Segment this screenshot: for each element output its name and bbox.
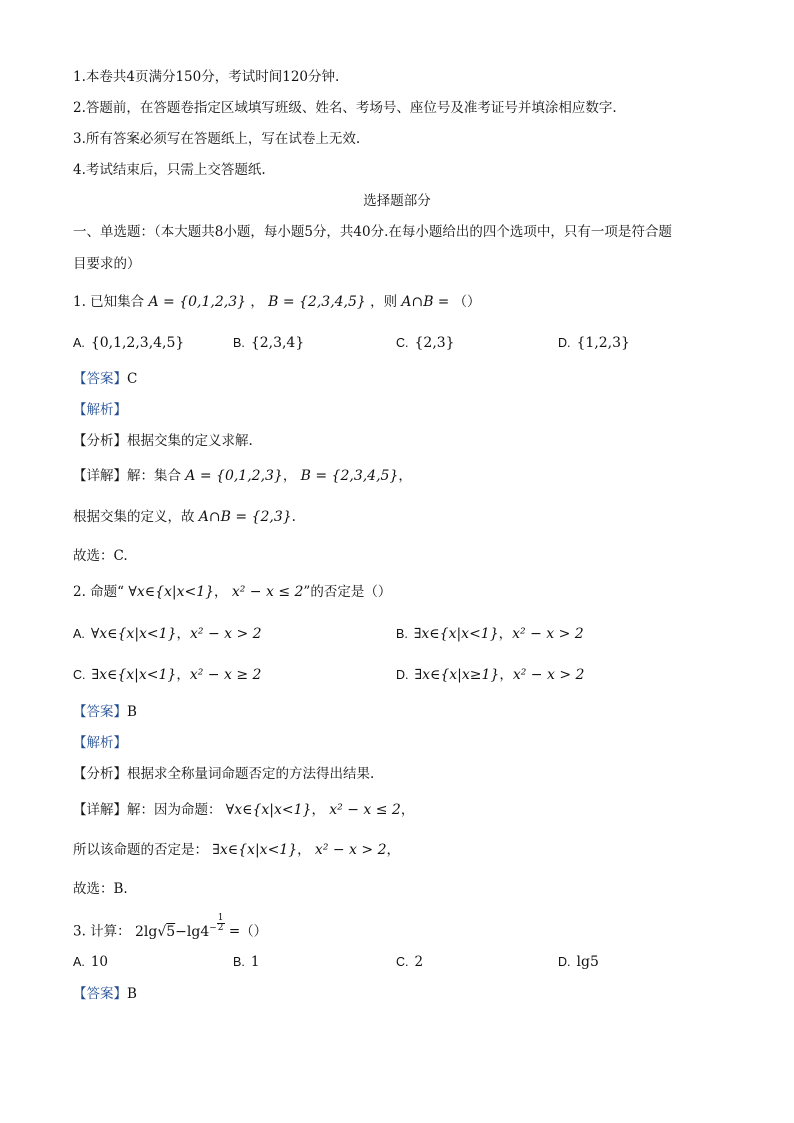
q2-stem-math1: ∀x∈{x|x<1} [128,584,215,600]
q1-fenxi-tag: 【分析】 [73,433,127,449]
q2-option-a-m1: ∀x∈{x|x<1} [90,626,177,642]
instruction-2: 2.答题前，在答题卷指定区域填写班级、姓名、考场号、座位号及准考证号并填涂相应数字. [73,100,617,116]
q1-option-d [558,333,630,353]
q3-option-a-value: 10 [90,954,108,970]
q2-option-c-m1: ∃x∈{x|x<1} [91,667,177,683]
q2-analysis-tag: 【解析】 [73,735,127,751]
q2-line2-m2: x² − x > 2 [314,842,387,858]
q2-detail-end: ， [400,802,415,818]
q2-answer-tag: 【答案】 [73,704,127,720]
q1-answer-value: C [127,371,138,387]
q3-option-c [396,952,423,972]
q3-exp-minus: − [209,923,217,933]
q2-fenxi [73,764,374,784]
q3-answer [73,984,137,1004]
q1-option-d-value: {1,2,3} [576,335,630,351]
q2-detail-tag: 【详解】 [73,802,127,818]
q2-option-d-label: D. [396,668,409,682]
q2-detail-sep: ， [311,802,325,818]
instruction-4: 4.考试结束后，只需上交答题纸. [73,162,266,178]
q2-option-d-m2: x² − x > 2 [512,667,585,683]
q1-option-d-label: D. [558,336,571,350]
q3-expr-sqrt: 5 [166,923,176,940]
q3-option-a-label: A. [73,955,85,969]
q3-expr-tail: =（） [228,923,268,940]
q1-ask: ，则 [370,294,398,310]
q1-line2-expr: A∩B = {2,3} [198,509,292,525]
q3-option-a [73,952,108,972]
q2-option-c [73,665,261,685]
q3-expr: 2lg√5−lg4− $\frac{1}{2}$ [134,913,224,940]
q1-conclusion: 故选：C. [73,548,128,564]
q2-option-d-sep: ， [499,667,513,683]
q1-analysis [73,400,127,420]
q2-detail-m2: x² − x ≤ 2 [329,802,401,818]
q1-expr: A∩B [401,294,434,310]
q2-analysis [73,733,127,753]
q2-detail-m1: ∀x∈{x|x<1} [225,802,312,818]
q1-option-c [396,333,455,353]
q2-option-a [73,624,262,644]
q2-detail-line2 [73,840,400,860]
q1-option-b [233,333,304,353]
q1-stem-prefix: 1. 已知集合 [73,294,145,310]
section-title: 选择题部分 [363,193,431,209]
q2-line2-sep: ， [297,842,311,858]
q2-detail-prefix: 解：因为命题： [127,802,222,818]
q1-analysis-tag: 【解析】 [73,402,127,418]
q3-option-b [233,952,259,972]
q1-detail-prefix: 解：集合 [127,468,181,484]
instruction-1: 1.本卷共4页满分150分，考试时间120分钟. [73,69,340,85]
q1-detail-end: ， [398,468,412,484]
q1-option-a-value: {0,1,2,3,4,5} [90,335,185,351]
q2-line2-prefix: 所以该命题的否定是： [73,842,208,858]
q3-exp-num: 1 [217,913,224,923]
q2-fenxi-text: 根据求全称量词命题否定的方法得出结果. [127,766,375,782]
q2-option-c-sep: ， [176,667,190,683]
q2-option-b-m2: x² − x > 2 [512,626,584,642]
q2-line2-m1: ∃x∈{x|x<1} [212,842,298,858]
q1-detail-line2 [73,507,296,527]
q2-answer-value: B [127,704,137,720]
q1-set-a: A = {0,1,2,3} [148,294,247,310]
q3-expr-b: −lg4 [175,923,210,940]
q3-option-b-label: B. [233,955,245,969]
q2-option-b-label: B. [396,627,408,641]
q3-stem [73,914,267,942]
q2-fenxi-tag: 【分析】 [73,766,127,782]
q2-conclusion: 故选：B. [73,881,128,897]
q2-option-b-sep: ， [498,626,513,642]
q1-answer-tag: 【答案】 [73,371,127,387]
q3-option-d-label: D. [558,955,571,969]
q1-line2-end: . [291,509,296,525]
q3-option-d [558,952,599,972]
instruction-3: 3.所有答案必须写在答题纸上，写在试卷上无效. [73,131,361,147]
q1-detail-b: B = {2,3,4,5} [300,468,399,484]
q1-option-a [73,333,184,353]
q3-answer-value: B [127,986,137,1002]
q1-detail-sep: ， [282,468,297,484]
q2-option-d [396,665,584,685]
q2-stem-math2: x² − x ≤ 2 [231,584,304,600]
q3-exp-den: 2 [217,923,224,933]
q2-detail [73,800,414,820]
q2-option-c-label: C. [73,668,86,682]
q1-set-b: B = {2,3,4,5} [268,294,366,310]
q3-exponent [217,914,225,933]
q2-option-d-m1: ∃x∈{x|x≥1} [414,667,500,683]
q2-option-b-m1: ∃x∈{x|x<1} [413,626,499,642]
q1-answer [73,369,137,389]
q2-option-a-sep: ， [176,626,190,642]
q3-option-b-value: 1 [250,954,260,970]
q1-stem [73,292,480,312]
q2-stem-sep: ， [214,584,228,600]
q1-option-a-label: A. [73,336,85,350]
q1-fenxi-text: 根据交集的定义求解. [127,433,253,449]
q2-stem-prefix: 2. 命题“ [73,584,125,600]
q3-option-c-label: C. [396,955,409,969]
q1-detail-a: A = {0,1,2,3} [185,468,283,484]
q2-option-a-label: A. [73,627,85,641]
q2-option-a-m2: x² − x > 2 [189,626,262,642]
q1-option-b-label: B. [233,336,245,350]
q1-detail [73,466,412,486]
q2-stem [73,582,391,602]
q3-expr-a: 2lg [134,923,158,940]
q1-detail-tag: 【详解】 [73,468,127,484]
q3-option-c-value: 2 [414,954,424,970]
q3-answer-tag: 【答案】 [73,986,127,1002]
q2-answer [73,702,137,722]
q1-line2-prefix: 根据交集的定义，故 [73,509,195,525]
part1-header-line2: 目要求的） [73,256,141,272]
q3-option-d-value: lg5 [576,954,599,970]
q1-option-c-value: {2,3} [414,335,455,351]
q2-stem-tail: ”的否定是（） [303,584,392,600]
q2-option-b [396,624,584,644]
part1-header-line1: 一、单选题：（本大题共8小题，每小题5分，共40分.在每小题给出的四个选项中，只有一项是符合题 [73,224,672,240]
q1-tail: = （） [437,294,481,310]
q1-option-b-value: {2,3,4} [250,335,305,351]
q1-sep: ， [250,294,264,310]
q1-fenxi [73,431,253,451]
q2-line2-end: ， [386,842,400,858]
q1-option-c-label: C. [396,336,409,350]
q2-option-c-m2: x² − x ≥ 2 [189,667,262,683]
q3-stem-prefix: 3. 计算： [73,923,131,940]
